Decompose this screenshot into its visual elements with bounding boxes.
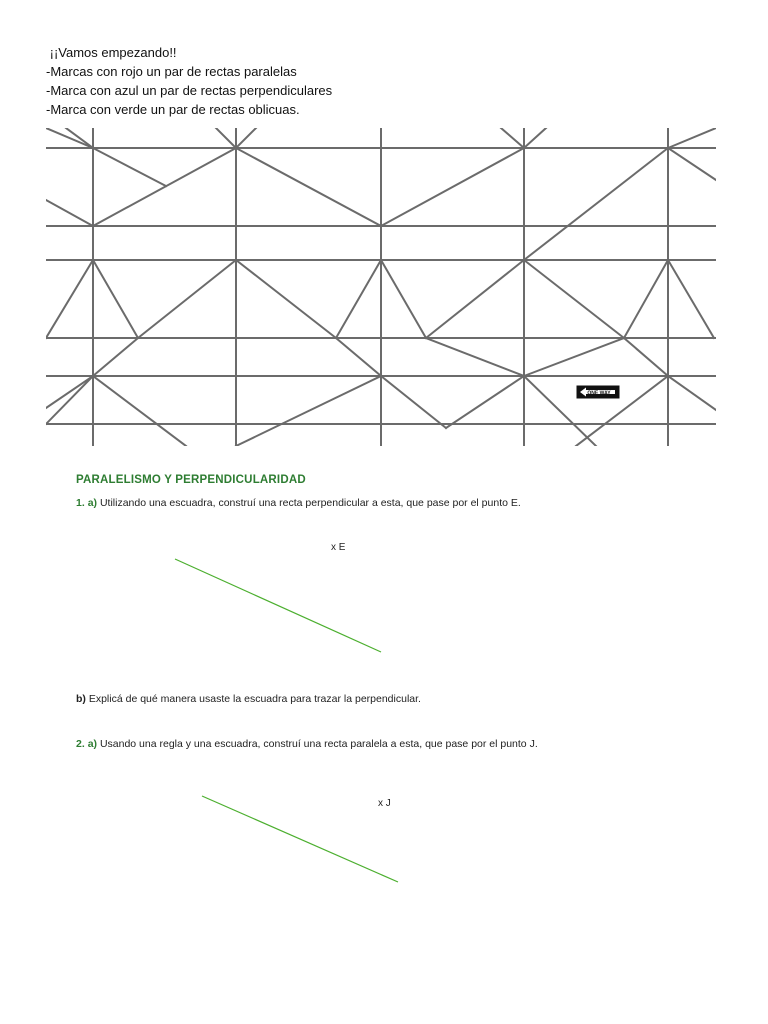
part-label: a) (87, 738, 98, 750)
instruction-heading: ¡¡Vamos empezando!! (46, 45, 177, 60)
part-label: b) (76, 693, 86, 705)
question-text: Usando una regla y una escuadra, construí una recta paralela a esta, que pase por el punto J. (97, 738, 538, 750)
instruction-green: -Marca con verde un par de rectas oblicuas. (46, 102, 300, 117)
green-line-2 (202, 796, 398, 882)
question-number: 1. (76, 497, 85, 509)
green-line-1 (175, 559, 381, 652)
part-label: a) (87, 497, 98, 509)
instruction-blue: -Marca con azul un par de rectas perpendiculares (46, 83, 333, 98)
section-title: PARALELISMO Y PERPENDICULARIDAD (76, 474, 306, 486)
question-number: 2. (76, 738, 85, 750)
instruction-red: -Marcas con rojo un par de rectas paralelas (46, 64, 297, 79)
point-j: x J (378, 798, 391, 809)
question-text: Explicá de qué manera usaste la escuadra para trazar la perpendicular. (85, 693, 421, 705)
sign-text: ONE WAY (587, 390, 611, 397)
point-e: x E (331, 542, 346, 553)
question-text: Utilizando una escuadra, construí una recta perpendicular a esta, que pase por el punto E. (97, 497, 521, 509)
